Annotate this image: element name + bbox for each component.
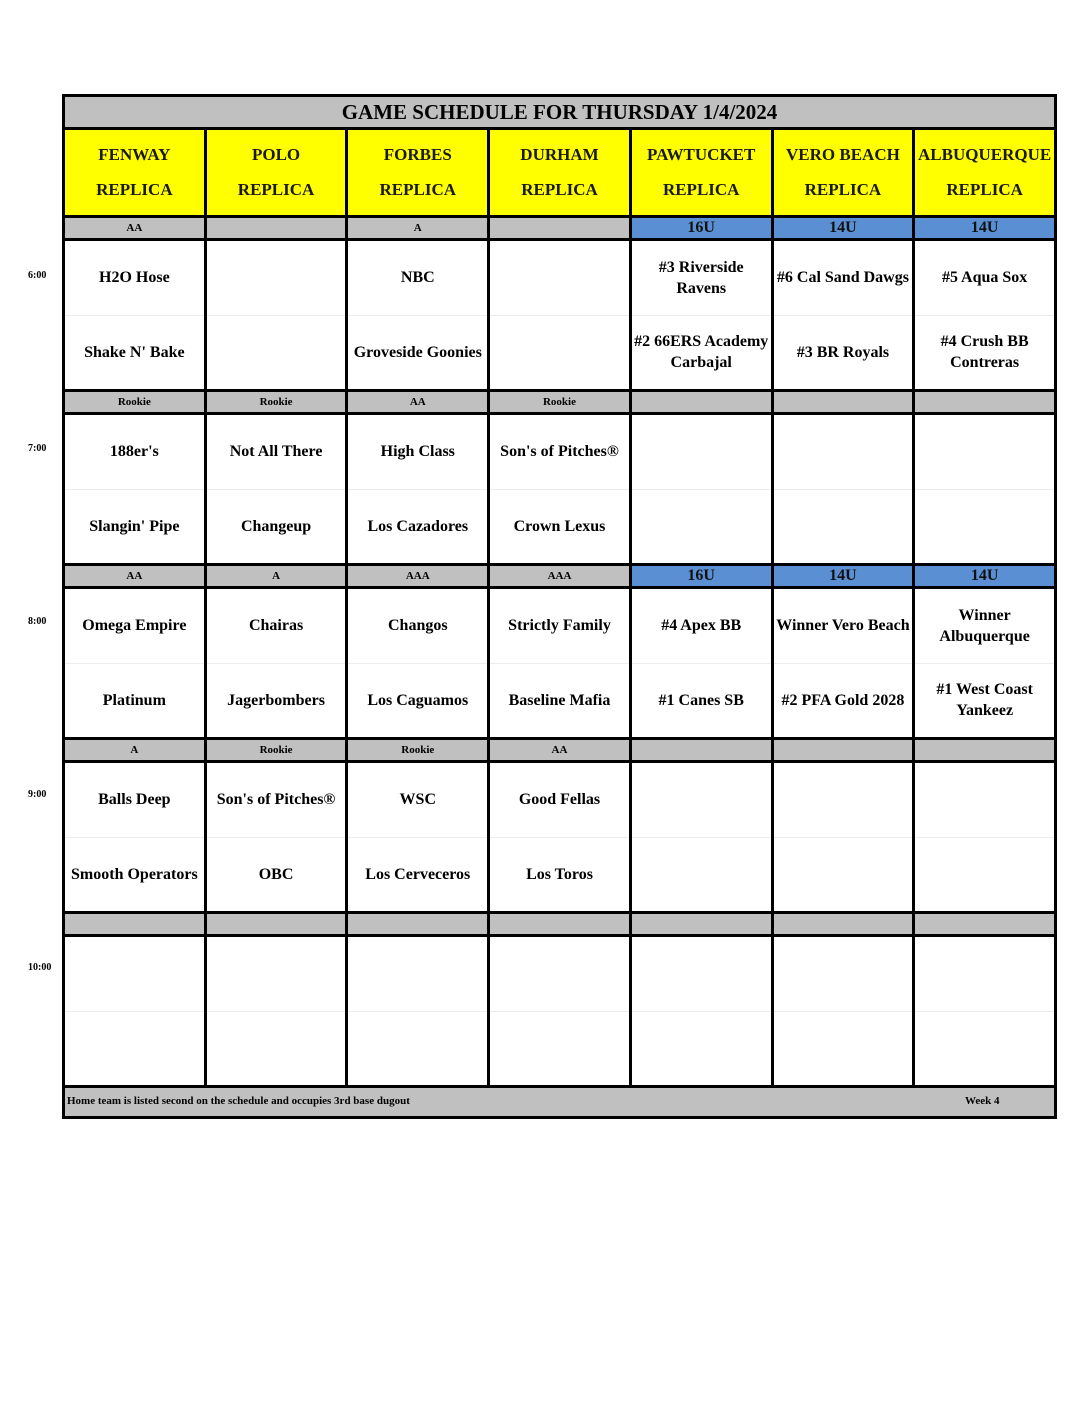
field-sub: REPLICA — [379, 179, 457, 199]
home-team — [632, 490, 771, 564]
time-label: 8:00 — [28, 616, 47, 627]
away-team: Not All There — [207, 415, 346, 490]
division-row — [65, 566, 1054, 589]
home-team: Platinum — [102, 691, 166, 709]
footer — [65, 1088, 1054, 1116]
field-header — [65, 130, 204, 215]
field-sub: REPLICA — [946, 179, 1023, 199]
away-team: Omega Empire — [65, 589, 204, 664]
game-cell — [207, 589, 346, 737]
field-sub: REPLICA — [804, 179, 882, 199]
home-team: #1 West Coast Yankeez — [936, 681, 1033, 720]
home-team — [774, 490, 913, 564]
home-team — [490, 316, 629, 390]
game-cell — [632, 763, 771, 911]
game-cell — [915, 589, 1054, 737]
division-label — [65, 914, 204, 934]
game-cell — [774, 589, 913, 737]
home-team: Changeup — [240, 517, 312, 535]
away-team: Son's of Pitches® — [490, 415, 629, 490]
field-header-row — [65, 130, 1054, 218]
game-cell — [65, 937, 204, 1085]
game-cell — [632, 937, 771, 1085]
home-team: Shake N' Bake — [84, 343, 185, 361]
away-team: 188er's — [65, 415, 204, 490]
away-team: H2O Hose — [65, 241, 204, 316]
game-cell — [774, 241, 913, 389]
game-row — [65, 937, 1054, 1088]
game-cell — [774, 763, 913, 911]
away-team — [207, 937, 346, 1012]
game-cell — [348, 763, 487, 911]
home-team: Crown Lexus — [513, 517, 606, 535]
away-team — [915, 763, 1054, 838]
home-team: #2 66ERS Academy Carbajal — [634, 333, 769, 372]
game-cell — [632, 415, 771, 563]
home-team — [490, 1012, 629, 1086]
division-label: AA — [65, 218, 204, 238]
game-cell — [348, 589, 487, 737]
game-cell — [207, 763, 346, 911]
away-team: Son's of Pitches® — [207, 763, 346, 838]
division-label — [915, 740, 1054, 760]
away-team — [632, 415, 771, 490]
away-team: #6 Cal Sand Dawgs — [774, 241, 913, 316]
field-name: FORBES — [383, 145, 452, 165]
away-team: Strictly Family — [490, 589, 629, 664]
field-header — [915, 130, 1054, 215]
division-label: A — [65, 740, 204, 760]
division-label — [207, 218, 346, 238]
home-team — [65, 1012, 204, 1086]
division-label — [207, 914, 346, 934]
home-team: Los Toros — [526, 865, 593, 883]
home-team — [207, 316, 346, 390]
home-team: #3 BR Royals — [796, 343, 890, 361]
division-label — [774, 740, 913, 760]
division-row — [65, 740, 1054, 763]
away-team — [65, 937, 204, 1012]
home-team — [632, 1012, 771, 1086]
field-name: VERO BEACH — [786, 145, 900, 165]
division-label: 14U — [915, 566, 1054, 586]
home-team: #1 Canes SB — [658, 691, 744, 709]
away-team — [915, 937, 1054, 1012]
division-label — [915, 914, 1054, 934]
game-cell — [348, 415, 487, 563]
away-team: WSC — [348, 763, 487, 838]
home-team: Baseline Mafia — [508, 691, 611, 709]
division-label: Rookie — [207, 392, 346, 412]
away-team: Chairas — [207, 589, 346, 664]
away-team: #4 Apex BB — [632, 589, 771, 664]
home-team: Los Caguamos — [367, 691, 469, 709]
home-team — [207, 1012, 346, 1086]
game-cell — [348, 937, 487, 1085]
time-label: 7:00 — [28, 443, 47, 454]
home-team: Smooth Operators — [71, 865, 198, 883]
home-team: Los Cerveceros — [365, 865, 471, 883]
game-cell — [65, 415, 204, 563]
home-team — [632, 838, 771, 912]
game-cell — [632, 589, 771, 737]
division-label — [774, 914, 913, 934]
week-label: Week 4 — [965, 1095, 1000, 1107]
division-label: 14U — [774, 566, 913, 586]
game-cell — [774, 937, 913, 1085]
home-team: OBC — [258, 865, 294, 883]
game-cell — [207, 937, 346, 1085]
away-team: Changos — [348, 589, 487, 664]
home-team: Los Cazadores — [367, 517, 469, 535]
field-header — [490, 130, 629, 215]
home-team: Slangin' Pipe — [89, 517, 180, 535]
away-team — [774, 415, 913, 490]
schedule-table — [62, 94, 1057, 1119]
home-team — [915, 1012, 1054, 1086]
away-team — [915, 415, 1054, 490]
game-cell — [490, 763, 629, 911]
game-cell — [774, 415, 913, 563]
field-name: DURHAM — [520, 145, 599, 165]
game-cell — [207, 415, 346, 563]
division-label: Rookie — [348, 740, 487, 760]
division-label: Rookie — [207, 740, 346, 760]
home-team: Jagerbombers — [227, 691, 325, 709]
schedule-title: GAME SCHEDULE FOR THURSDAY 1/4/2024 — [65, 97, 1054, 130]
division-label — [915, 392, 1054, 412]
field-sub: REPLICA — [662, 179, 740, 199]
away-team — [632, 763, 771, 838]
away-team — [207, 241, 346, 316]
away-team — [348, 937, 487, 1012]
division-label: AAA — [490, 566, 629, 586]
away-team — [774, 763, 913, 838]
division-label — [774, 392, 913, 412]
away-team: #5 Aqua Sox — [915, 241, 1054, 316]
game-row — [65, 763, 1054, 914]
home-team: Groveside Goonies — [353, 343, 482, 361]
division-label: AAA — [348, 566, 487, 586]
field-name: POLO — [251, 145, 301, 165]
away-team: Winner Albuquerque — [915, 589, 1054, 664]
field-header — [774, 130, 913, 215]
division-row — [65, 218, 1054, 241]
game-cell — [348, 241, 487, 389]
game-cell — [915, 415, 1054, 563]
division-label: A — [207, 566, 346, 586]
game-cell — [65, 589, 204, 737]
field-sub: REPLICA — [96, 179, 173, 199]
away-team: #3 Riverside Ravens — [632, 241, 771, 316]
game-row — [65, 589, 1054, 740]
game-cell — [915, 763, 1054, 911]
field-name: ALBUQUERQUE — [918, 145, 1052, 165]
division-label: Rookie — [65, 392, 204, 412]
away-team — [774, 937, 913, 1012]
division-label — [632, 914, 771, 934]
field-name: FENWAY — [98, 145, 171, 165]
division-label: 14U — [774, 218, 913, 238]
division-label — [348, 914, 487, 934]
division-label — [490, 914, 629, 934]
away-team: Good Fellas — [490, 763, 629, 838]
division-row — [65, 914, 1054, 937]
division-label: AA — [348, 392, 487, 412]
game-cell — [65, 241, 204, 389]
time-slots — [65, 218, 1054, 1088]
time-label: 6:00 — [28, 270, 47, 281]
division-label: 16U — [632, 218, 771, 238]
home-team — [774, 838, 913, 912]
game-cell — [490, 937, 629, 1085]
game-cell — [490, 589, 629, 737]
field-name: PAWTUCKET — [647, 145, 756, 165]
division-label: AA — [490, 740, 629, 760]
game-row — [65, 241, 1054, 392]
game-cell — [490, 415, 629, 563]
field-header — [348, 130, 487, 215]
division-label — [632, 740, 771, 760]
away-team: NBC — [348, 241, 487, 316]
division-label: AA — [65, 566, 204, 586]
home-team — [774, 1012, 913, 1086]
away-team — [490, 241, 629, 316]
division-label: Rookie — [490, 392, 629, 412]
field-sub: REPLICA — [521, 179, 598, 199]
time-label: 9:00 — [28, 789, 47, 800]
away-team: Winner Vero Beach — [774, 589, 913, 664]
field-header — [632, 130, 771, 215]
away-team — [490, 937, 629, 1012]
home-team — [915, 838, 1054, 912]
division-label: 14U — [915, 218, 1054, 238]
division-label — [632, 392, 771, 412]
away-team: Balls Deep — [65, 763, 204, 838]
game-cell — [65, 763, 204, 911]
home-team — [348, 1012, 487, 1086]
home-team — [915, 490, 1054, 564]
division-label — [490, 218, 629, 238]
field-header — [207, 130, 346, 215]
division-label: 16U — [632, 566, 771, 586]
away-team — [632, 937, 771, 1012]
game-cell — [632, 241, 771, 389]
division-label: A — [348, 218, 487, 238]
game-cell — [915, 241, 1054, 389]
home-team-note: Home team is listed second on the schedule and occupies 3rd base dugout — [67, 1095, 410, 1107]
away-team: High Class — [348, 415, 487, 490]
game-row — [65, 415, 1054, 566]
field-sub: REPLICA — [237, 179, 315, 199]
home-team: #4 Crush BB Contreras — [940, 333, 1029, 372]
time-label: 10:00 — [28, 962, 52, 973]
game-cell — [207, 241, 346, 389]
game-cell — [490, 241, 629, 389]
home-team: #2 PFA Gold 2028 — [781, 691, 905, 709]
division-row — [65, 392, 1054, 415]
game-cell — [915, 937, 1054, 1085]
